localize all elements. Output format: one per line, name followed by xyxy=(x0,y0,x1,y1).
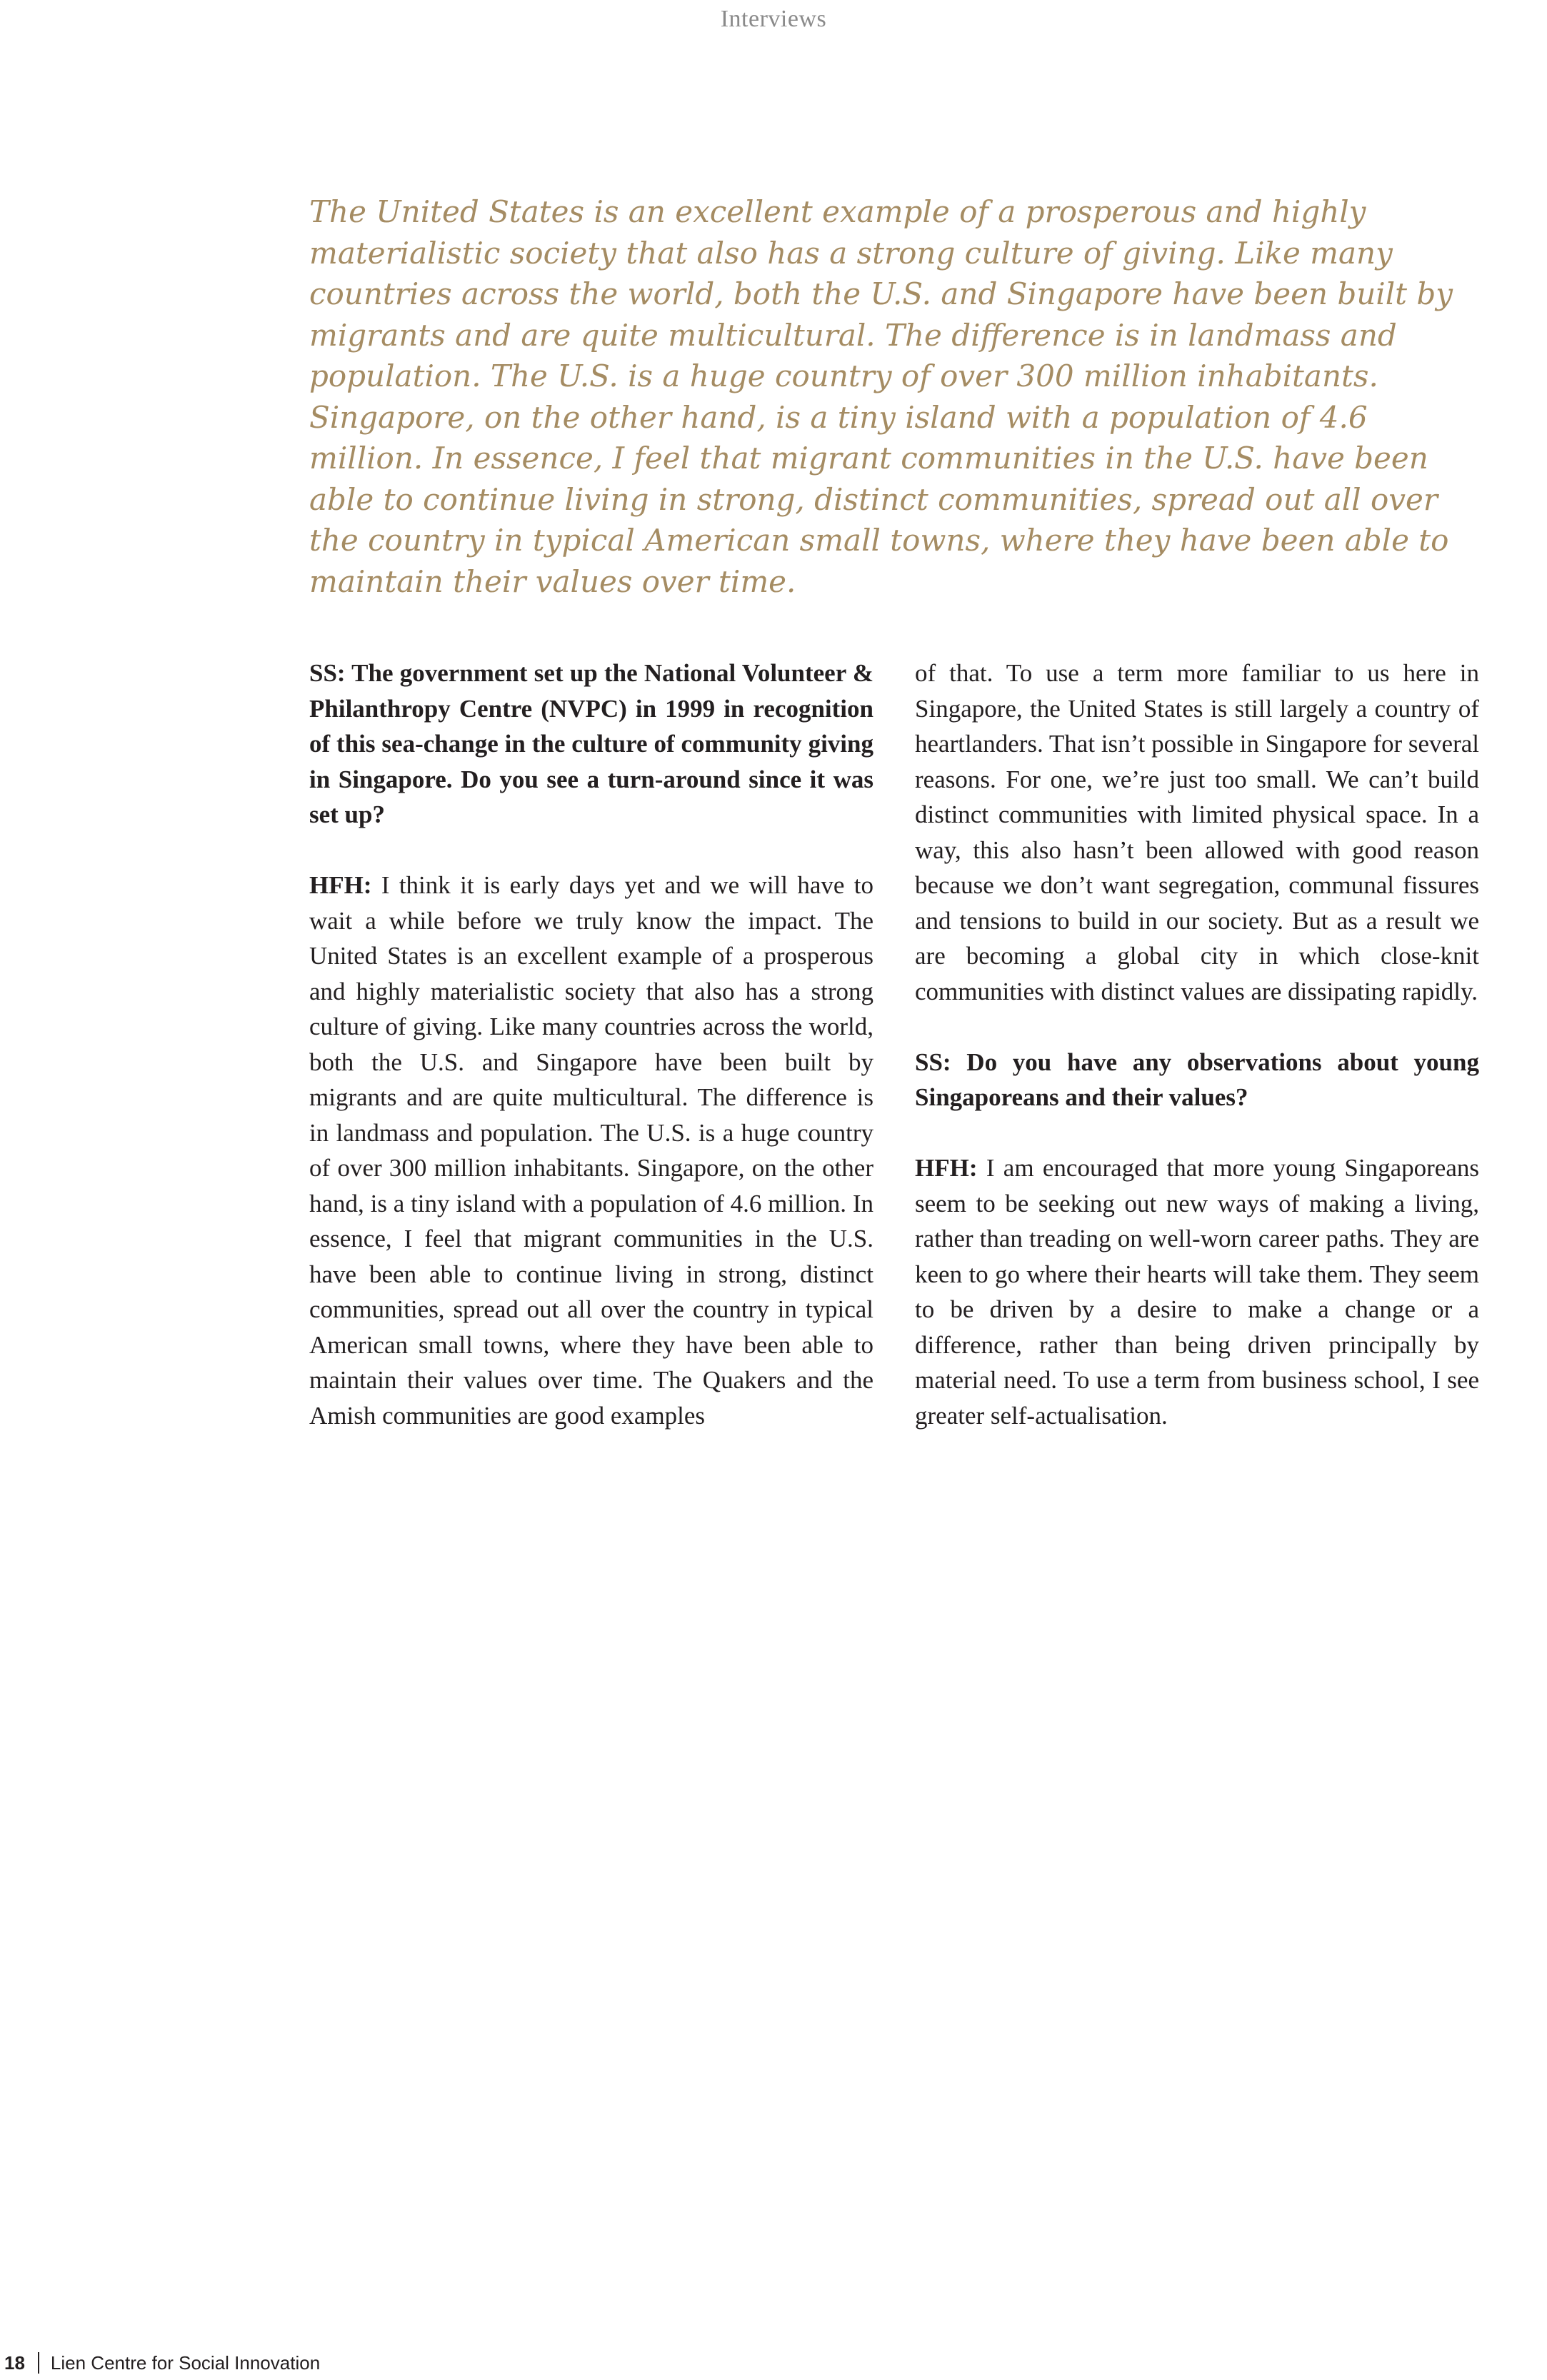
publisher-name: Lien Centre for Social Innovation xyxy=(50,2351,321,2374)
interview-question-2: SS: Do you have any observations about young Singaporeans and their values? xyxy=(915,1048,1479,1111)
right-column xyxy=(915,656,1479,1469)
interview-answer-1-continued: of that. To use a term more familiar to us here in Singapore, the United States is still largely a country of heartlanders. That isn’t possible in Singapore for several reasons. For one, we’re just too small. We can’t build distinct communities with limited physical space. In a way, this also hasn’t been allowed with good reason because we don’t want segregation, communal fissures and tensions to build in our society. But as a result we are becoming a global city in which close-knit communities with distinct values are dissipating rapidly. xyxy=(915,659,1479,1005)
answer-text: I am encouraged that more young Singaporeans seem to be seeking out new ways of making a living, rather than treading on well-worn career paths. They are keen to go where their hearts will take them. They seem to be driven by a desire to make a change or a difference, rather than being driven principally by material need. To use a term from business school, I see greater self-actualisation. xyxy=(915,1154,1479,1430)
interview-answer-2 xyxy=(915,1150,1479,1433)
speaker-label: HFH: xyxy=(915,1154,978,1182)
running-header: Interviews xyxy=(720,6,827,32)
page-number: 18 xyxy=(4,2351,25,2374)
interview-question-1: SS: The government set up the National Volunteer & Philanthropy Centre (NVPC) in 1999 in recognition of this sea-change in the culture of community giving in Singapore. Do you see a turn-around since it was set up? xyxy=(309,659,873,828)
page-footer xyxy=(0,2351,320,2375)
interview-answer-1 xyxy=(309,868,873,1433)
speaker-label: HFH: xyxy=(309,871,372,899)
answer-text: I think it is early days yet and we will have to wait a while before we truly know the impact. The United States is an excellent example of a prosperous and highly materialistic society that also has a strong culture of giving. Like many countries across the world, both the U.S. and Singapore have been built by migrants and are quite multicultural. The difference is in landmass and population. The U.S. is a huge country of over 300 million inhabitants. Singapore, on the other hand, is a tiny island with a population of 4.6 million. In essence, I feel that migrant communities in the U.S. have been able to continue living in strong, distinct communities, spread out all over the country in typical American small towns, where they have been able to maintain their values over time. The Quakers and the Amish communities are good examples xyxy=(309,871,873,1430)
left-column xyxy=(309,656,873,1469)
pull-quote: The United States is an excellent example of a prosperous and highly materialistic society that also has a strong culture of giving. Like many countries across the world, both the U.S. and Singapore have been built by migrants and are quite multicultural. The difference is in landmass and population. The U.S. is a huge country of over 300 million inhabitants. Singapore, on the other hand, is a tiny island with a population of 4.6 million. In essence, I feel that migrant communities in the U.S. have been able to continue living in strong, distinct communities, spread out all over the country in typical American small towns, where they have been able to maintain their values over time. xyxy=(309,194,1453,599)
footer-divider xyxy=(38,2352,39,2374)
